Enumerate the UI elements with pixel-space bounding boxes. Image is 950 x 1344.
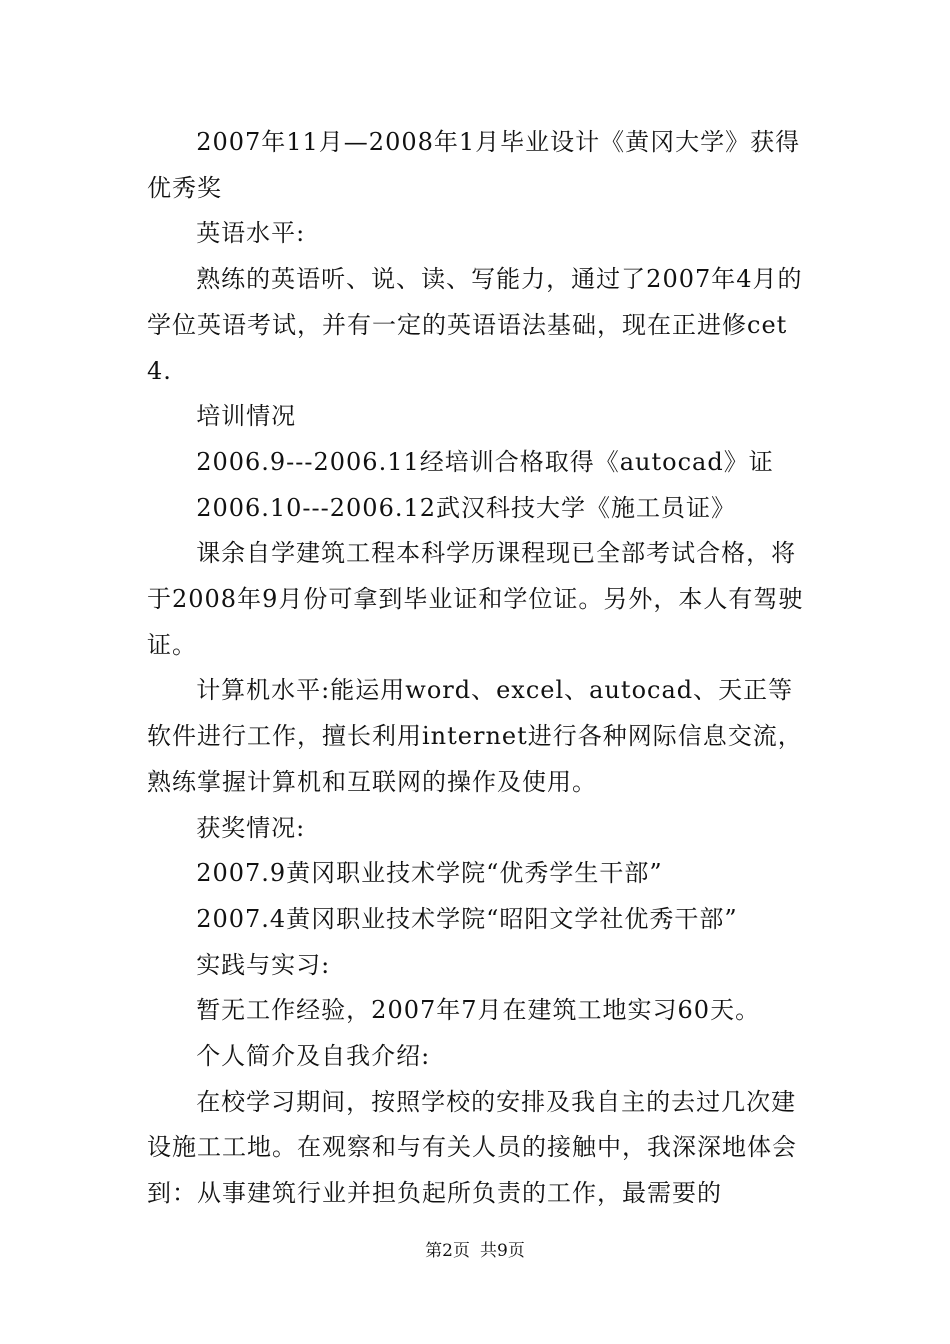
heading-awards: 获奖情况:	[196, 813, 306, 842]
paragraph-computer-skills: 计算机水平:能运用word、excel、autocad、天正等软件进行工作，擅长利用internet进行各种网际信息交流，熟练掌握计算机和互联网的操作及使用。	[147, 676, 803, 796]
page-number: 第2页	[425, 1241, 470, 1261]
heading-training: 培训情况	[196, 402, 297, 431]
paragraph-award-literary: 2007.4黄冈职业技术学院“昭阳文学社优秀干部”	[196, 904, 738, 933]
page-total: 共9页	[480, 1241, 525, 1261]
paragraph-training-construction: 2006.10---2006.12武汉科技大学《施工员证》	[196, 493, 737, 522]
heading-self-intro: 个人简介及自我介绍:	[196, 1042, 431, 1071]
page-footer	[0, 1240, 950, 1262]
document-body	[147, 120, 807, 1217]
paragraph-english-ability: 熟练的英语听、说、读、写能力，通过了2007年4月的学位英语考试，并有一定的英语语法基础，现在正进修cet4.	[147, 265, 803, 385]
heading-english-level: 英语水平:	[196, 219, 306, 248]
paragraph-award-cadre: 2007.9黄冈职业技术学院“优秀学生干部”	[196, 859, 663, 888]
paragraph-training-autocad: 2006.9---2006.11经培训合格取得《autocad》证	[196, 447, 774, 476]
paragraph-award-design: 2007年11月—2008年1月毕业设计《黄冈大学》获得优秀奖	[147, 128, 801, 202]
paragraph-practice: 暂无工作经验，2007年7月在建筑工地实习60天。	[196, 996, 761, 1025]
paragraph-self-intro: 在校学习期间，按照学校的安排及我自主的去过几次建设施工工地。在观察和与有关人员的接触中，我深深地体会到：从事建筑行业并担负起所负责的工作，最需要的	[147, 1087, 797, 1208]
heading-practice: 实践与实习:	[196, 950, 331, 979]
paragraph-self-study: 课余自学建筑工程本科学历课程现已全部考试合格，将于2008年9月份可拿到毕业证和学位证。另外，本人有驾驶证。	[147, 539, 804, 659]
